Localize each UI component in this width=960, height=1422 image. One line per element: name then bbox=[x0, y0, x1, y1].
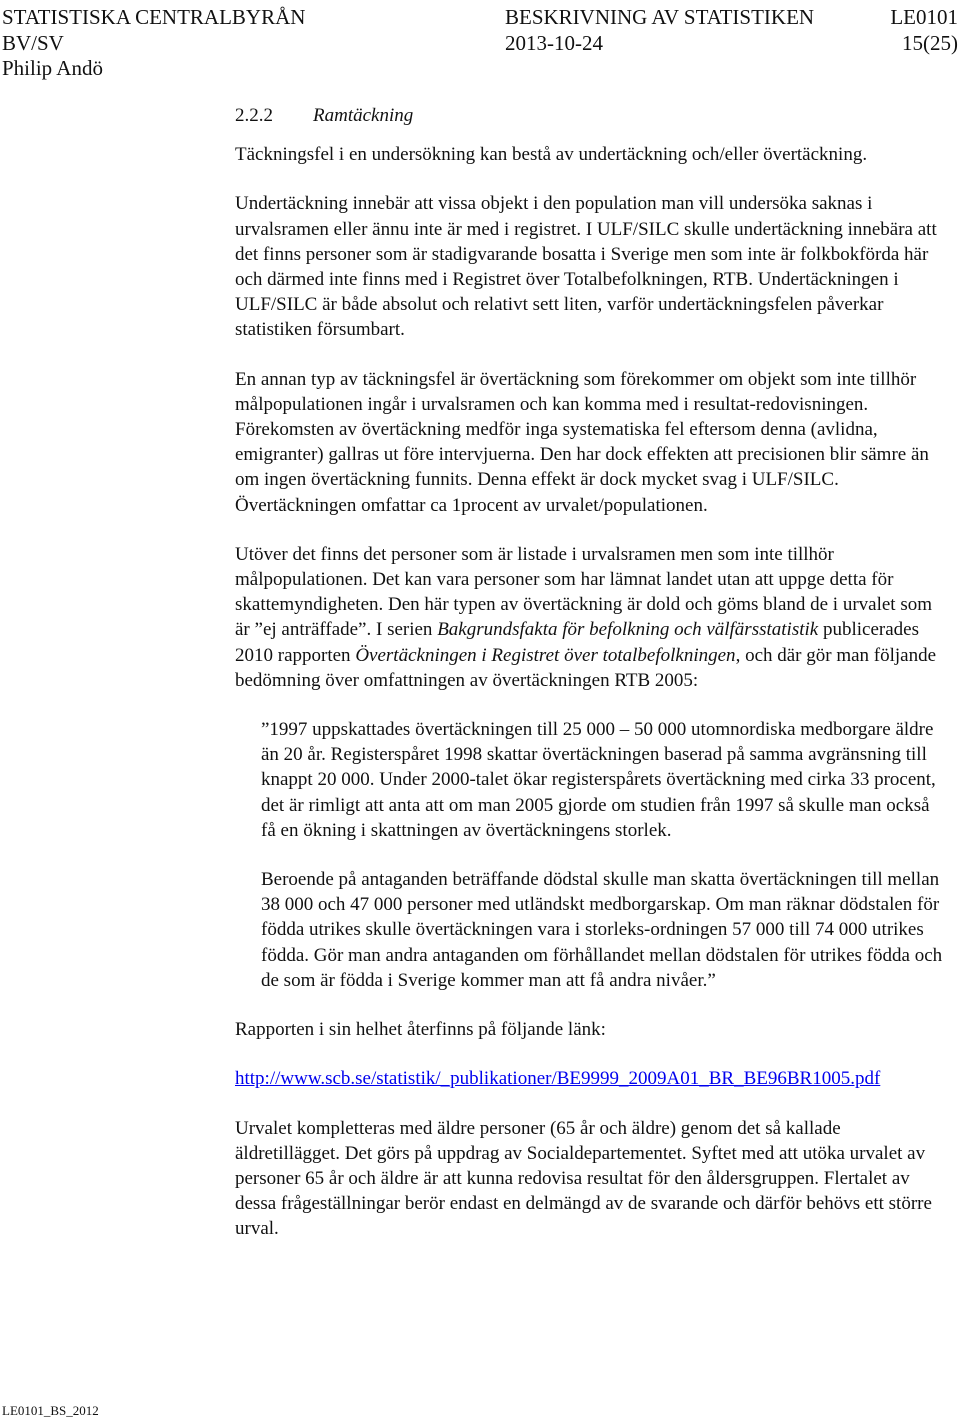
paragraph-text: Utöver det finns det personer som är listade i urvalsramen men som inte tillhör målpopulationen. Det kan vara personer som har lämnat landet utan att uppge detta för skattemyndigheten. Den här typen av övertäckning är dold och göms bland de i urvalet som är ”ej anträffade”. I serien bbox=[235, 543, 933, 641]
paragraph-text: publicerades 2010 rapporten bbox=[235, 619, 919, 666]
header-org: STATISTISKA CENTRALBYRÅN bbox=[2, 5, 306, 29]
section-title: Ramtäckning bbox=[313, 105, 414, 126]
header-dept: BV/SV bbox=[2, 31, 64, 55]
paragraph-text: , och där gör man följande bedömning över omfattningen av övertäckningen RTB 2005: bbox=[235, 644, 937, 691]
quote-paragraph-2: Beroende på antaganden beträffande dödstal skulle man skatta övertäckningen till mellan 38 000 och 47 000 personer med utländskt medborgarskap. Om man räknar dödstalen för födda utrikes skulle övertäckningen vara i storleks-ordningen 57 000 till 74 000 utrikes födda. Gör man andra antaganden om förhållandet mellan dödstalen för utrikes födda och de som är födda i Sverige kommer man att få andra nivåer.” bbox=[261, 869, 943, 991]
report-title: Övertäckningen i Registret över totalbefolkningen bbox=[355, 644, 736, 666]
header-doc-type: BESKRIVNING AV STATISTIKEN bbox=[505, 5, 815, 29]
section-heading bbox=[235, 103, 947, 128]
paragraph-intro: Täckningsfel i en undersökning kan bestå av undertäckning och/eller övertäckning. bbox=[235, 144, 868, 166]
series-title: Bakgrundsfakta för befolkning och välfärsstatistik bbox=[437, 619, 819, 641]
document-body bbox=[235, 103, 947, 1266]
quote-paragraph-1: ”1997 uppskattades övertäckningen till 25 000 – 50 000 utomnordiska medborgare äldre än 20 år. Registerspåret 1998 skattar övertäckningen baserad på samma avgränsning till knappt 20 000. Under 2000-talet ökar registerspårets övertäckning med cirka 33 procent, det är rimligt att anta att om man 2005 gjorde om studien från 1997 så skulle man också få en ökning i skattningen av övertäckningens storlek. bbox=[261, 719, 936, 841]
paragraph-overtackning: En annan typ av täckningsfel är övertäckning som förekommer om objekt som inte tillhör målpopulationen ingår i urvalsramen och kan komma med i resultat-redovisningen. Förekomsten av övertäckning medför inga systematiska fel eftersom denna (avlidna, emigranter) gallras ut före intervjuerna. Den har dock effekten att precisionen blir sämre än om ingen övertäckning funnits. Denna effekt är dock mycket svag i ULF/SILC. Övertäckningen omfattar ca 1procent av urvalet/populationen. bbox=[235, 368, 929, 516]
header-doc-code: LE0101 bbox=[890, 5, 958, 29]
footer-doc-id: LE0101_BS_2012 bbox=[2, 1403, 99, 1418]
report-link[interactable]: http://www.scb.se/statistik/_publikationer/BE9999_2009A01_BR_BE96BR1005.pdf bbox=[235, 1068, 881, 1090]
paragraph-link-intro: Rapporten i sin helhet återfinns på följande länk: bbox=[235, 1019, 606, 1041]
paragraph-aldretillagg: Urvalet kompletteras med äldre personer (65 år och äldre) genom det så kallade äldretillägget. Det görs på uppdrag av Socialdepartementet. Syftet med att utöka urvalet av personer 65 år och äldre är att kunna redovisa resultat för den åldersgruppen. Flertalet av dessa frågeställningar berör endast en delmängd av de svarande och därför behövs ett större urval. bbox=[235, 1117, 932, 1240]
paragraph-undertackning: Undertäckning innebär att vissa objekt i den population man vill undersöka saknas i urvalsramen eller ännu inte är med i registret. I ULF/SILC skulle undertäckning innebära att det finns personer som är stadigvarande bosatta i Sverige men som inte är folkbokförda här och därmed inte finns med i Registret över Totalbefolkningen, RTB. Undertäckningen i ULF/SILC är både absolut och relativt sett liten, varför undertäckningsfelen påverkar statistiken försumbart. bbox=[235, 193, 937, 341]
paragraph-dold-overtackning bbox=[235, 542, 947, 693]
header-author: Philip Andö bbox=[2, 56, 103, 80]
link-paragraph bbox=[235, 1066, 947, 1091]
header-date: 2013-10-24 bbox=[505, 31, 603, 55]
section-number: 2.2.2 bbox=[235, 105, 273, 126]
header-page-number: 15(25) bbox=[902, 31, 958, 55]
